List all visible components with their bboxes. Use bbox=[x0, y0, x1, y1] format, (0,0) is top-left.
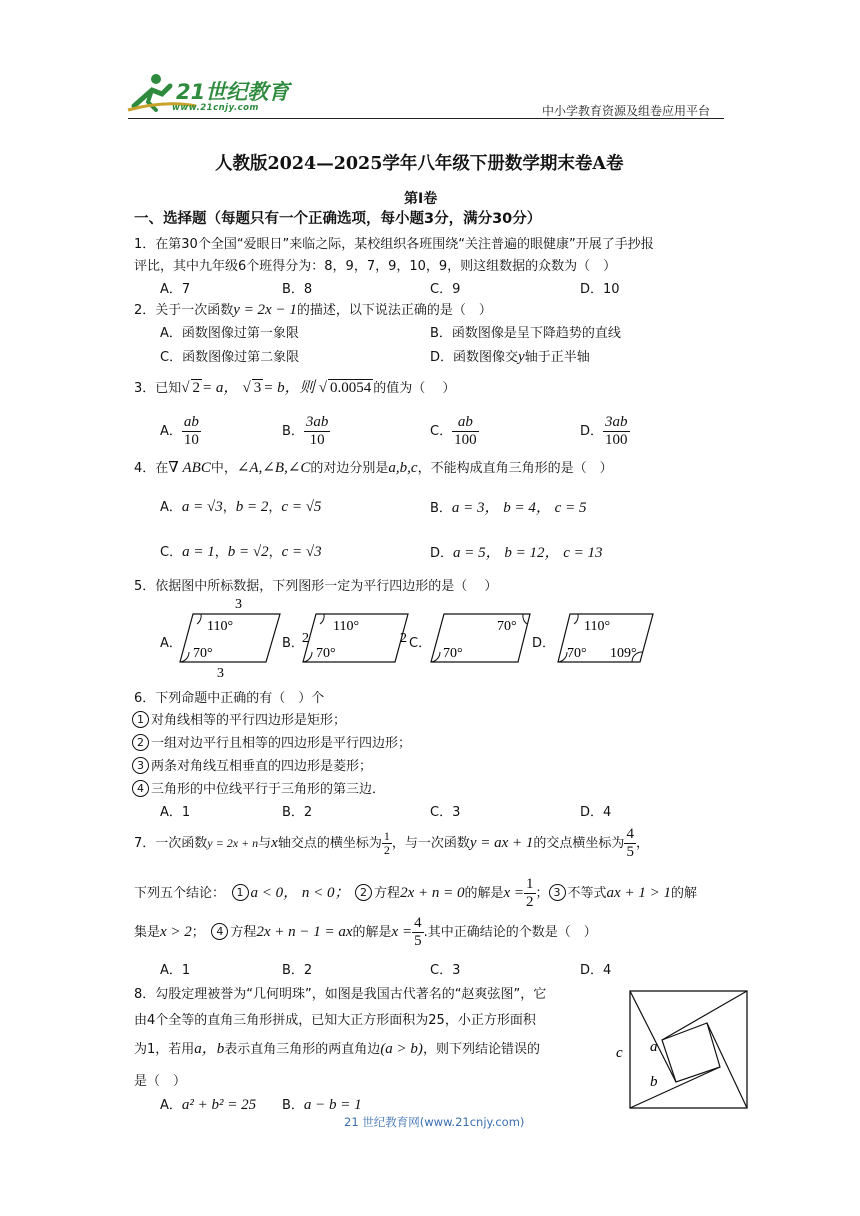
q3-c-den: 100 bbox=[454, 432, 477, 448]
q5-a-bottom: 3 bbox=[217, 666, 224, 681]
q7-option-c: C．3 bbox=[430, 963, 461, 978]
q8-label-a: a bbox=[650, 1039, 658, 1055]
q7-option-b: B．2 bbox=[282, 963, 313, 978]
q3-post: 的值为（ ） bbox=[373, 381, 456, 396]
q1-option-a: A．7 bbox=[160, 282, 191, 297]
q3-option-d-label: D． bbox=[580, 424, 604, 439]
q7-c3pre: 不等式 bbox=[567, 886, 607, 901]
q3-c-rad: 0.0054 bbox=[330, 380, 372, 396]
q8-l3a: 为1，若用 bbox=[134, 1042, 195, 1057]
platform-name: 中小学教育资源及组卷应用平台 bbox=[542, 104, 711, 118]
q2-option-d-var: y bbox=[518, 349, 525, 365]
q8-l3d: (a > b) bbox=[380, 1041, 423, 1057]
q7-l3a: 集是 bbox=[134, 925, 161, 940]
q8-l3e: ，则下列结论错误的 bbox=[422, 1042, 540, 1057]
q4-b-label: B． bbox=[430, 501, 452, 516]
q6-item-3 bbox=[132, 755, 372, 774]
q4-d-label: D． bbox=[430, 546, 454, 561]
q4-a-label: A． bbox=[160, 500, 182, 515]
q8-line4: 是（ ） bbox=[134, 1074, 187, 1089]
q6-option-a: A．1 bbox=[160, 805, 191, 820]
q7-c1-num: 1 bbox=[232, 884, 249, 901]
q7-c1: a < 0， n < 0； bbox=[250, 885, 343, 901]
q5-stem: 5．依据图中所标数据，下列图形一定为平行四边形的是（ ） bbox=[134, 579, 498, 594]
q8-l3b: a，b bbox=[194, 1041, 225, 1057]
q5-d-angle1: 110° bbox=[584, 619, 611, 634]
q7-c4mid: 的解是 bbox=[352, 925, 392, 940]
q7-c4-num: 4 bbox=[211, 923, 228, 940]
q2-option-d-post: 轴于正半轴 bbox=[524, 350, 590, 365]
q2-expr: y = 2x − 1 bbox=[233, 302, 297, 318]
q4-angles: ∠A,∠B,∠C bbox=[236, 460, 311, 476]
q5-b-right: 2 bbox=[400, 631, 407, 646]
q7-c3eq: ax + 1 > 1 bbox=[606, 885, 671, 901]
q5-b-angle1: 110° bbox=[333, 619, 360, 634]
volume-title: 第Ⅰ卷 bbox=[404, 191, 438, 207]
q7-frac-sol1: $\frac{1}{2}$ bbox=[526, 876, 534, 910]
q6-item-2-text: 一组对边平行且相等的四边形是平行四边形； bbox=[151, 736, 412, 751]
q1-line1: 1．在第30个全国“爱眼日”来临之际，某校组织各班围绕“关注普遍的眼健康”开展了手抄报 bbox=[134, 237, 654, 252]
q6-item-1 bbox=[132, 709, 346, 728]
q4-d-text: a = 5， b = 12， c = 13 bbox=[453, 545, 603, 561]
q6-item-3-text: 两条对角线互相垂直的四边形是菱形； bbox=[151, 759, 373, 774]
q7-line3: 集是x > 2； 4 方程2x + n − 1 = ax的解是x = $\frac{4}{5}$ .其中正确结论的个数是（ ） bbox=[134, 915, 597, 949]
q8-label-b: b bbox=[650, 1074, 658, 1090]
q7-l1d: ，与一次函数 bbox=[391, 836, 470, 851]
q4-a-a: a = √3 bbox=[181, 499, 223, 515]
q7-line2: 下列五个结论： 1 a < 0， n < 0； 2 方程2x + n = 0的解是x = $\frac{1}{2}$ ； 3 不等式ax + 1 > 1的解 bbox=[134, 876, 697, 910]
q4-post: ，不能构成直角三角形的是（ ） bbox=[417, 461, 613, 476]
q3-b-eq: = b，则 bbox=[263, 380, 315, 396]
q3-stem: 3．已知√ 2 = a， √ 3 = b，则 √ 0.0054 的值为（ ） bbox=[134, 380, 456, 396]
q8-outer-square bbox=[630, 991, 747, 1108]
q7-l1c: 轴交点的横坐标为 bbox=[277, 836, 382, 851]
q2-option-d-pre: D．函数图像交 bbox=[430, 350, 519, 365]
q7-c4eq: 2x + n − 1 = ax bbox=[256, 924, 353, 940]
q1-line2: 评比，其中九年级6个班得分为：8，9，7，9，10，9，则这组数据的众数为（ ） bbox=[134, 259, 617, 274]
q3-c-num: ab bbox=[452, 414, 479, 432]
logo-text: 21世纪教育 bbox=[176, 80, 290, 104]
q1-option-b: B．8 bbox=[282, 282, 313, 297]
q5-option-d-label: D． bbox=[532, 636, 556, 651]
q5-d-angle2: 70° bbox=[567, 646, 587, 661]
footer: 21 世纪教育网(www.21cnjy.com) bbox=[344, 1115, 525, 1129]
q8-l3c: 表示直角三角形的两直角边 bbox=[224, 1042, 381, 1057]
q7-c2eq: 2x + n = 0 bbox=[400, 885, 465, 901]
q3-option-c-label: C． bbox=[430, 424, 453, 439]
q5-a-angle2: 70° bbox=[193, 646, 213, 661]
q5-b-left: 2 bbox=[302, 631, 309, 646]
q3-option-b-label: B． bbox=[282, 424, 304, 439]
q5-option-c-label: C． bbox=[409, 636, 432, 651]
q5-b-angle2: 70° bbox=[316, 646, 336, 661]
q4-mid: 中， bbox=[210, 461, 237, 476]
q7-line1: 7．一次函数y = 2x + n与x轴交点的横坐标为 $\frac{1}{2}$ ，与一次函数y = ax + 1的交点横坐标为 $\frac{4}{5}$ ， bbox=[134, 826, 649, 860]
logo-url: www.21cnjy.com bbox=[172, 103, 259, 113]
q4-c-a: a = 1 bbox=[182, 544, 215, 560]
q7-c2-num: 2 bbox=[355, 884, 372, 901]
q4-a-c: c = √5 bbox=[281, 499, 322, 515]
q8-option-a-expr: a² + b² = 25 bbox=[181, 1097, 257, 1113]
q4-mid2: 的对边分别是 bbox=[310, 461, 389, 476]
q6-num-2: 2 bbox=[132, 734, 149, 751]
q6-stem: 6．下列命题中正确的有（ ）个 bbox=[134, 691, 325, 706]
q6-option-d: D．4 bbox=[580, 805, 612, 820]
q3-d-num: 3ab bbox=[605, 414, 628, 430]
q7-l3b: x > 2 bbox=[160, 924, 192, 940]
q6-num-3: 3 bbox=[132, 757, 149, 774]
q2-post: 的描述，以下说法正确的是（ ） bbox=[296, 303, 492, 318]
q3-a-eq: = a， bbox=[202, 380, 239, 396]
q3-b-den: 10 bbox=[309, 432, 325, 448]
q8-option-b-label: B． bbox=[282, 1098, 304, 1113]
q5-option-a-label: A． bbox=[160, 636, 182, 651]
q2-pre: 2．关于一次函数 bbox=[134, 303, 234, 318]
q5-a-top: 3 bbox=[235, 597, 242, 612]
q3-b-rad: 3 bbox=[253, 380, 262, 396]
q2-option-a: A．函数图像过第一象限 bbox=[160, 326, 299, 341]
q2-option-b: B．函数图像是呈下降趋势的直线 bbox=[430, 326, 621, 341]
q8-line2: 由4个全等的直角三角形拼成，已知大正方形面积为25，小正方形面积 bbox=[134, 1013, 536, 1028]
q1-option-d: D．10 bbox=[580, 282, 620, 297]
q6-option-c: C．3 bbox=[430, 805, 461, 820]
zhao-shuang-diagram bbox=[610, 985, 760, 1115]
q8-option-b bbox=[282, 1094, 362, 1114]
q7-l1a: 7．一次函数 bbox=[134, 836, 208, 851]
q6-num-1: 1 bbox=[132, 711, 149, 728]
q6-item-1-text: 对角线相等的平行四边形是矩形； bbox=[151, 713, 347, 728]
q8-line1: 8．勾股定理被誉为“几何明珠”，如图是我国古代著名的“赵爽弦图”，它 bbox=[134, 987, 547, 1002]
q4-sides: a,b,c bbox=[388, 460, 418, 476]
q3-a-rad: 2 bbox=[192, 380, 201, 396]
q7-c3-num: 3 bbox=[549, 884, 566, 901]
q5-d-angle3: 109° bbox=[610, 646, 637, 661]
q7-l3c: ； bbox=[191, 925, 199, 940]
q3-b-num: 3ab bbox=[305, 414, 329, 430]
q7-l1e: 的交点横坐标为 bbox=[533, 836, 625, 851]
q8-option-a bbox=[160, 1094, 256, 1114]
q7-c3post: 的解 bbox=[670, 886, 697, 901]
q5-c-angle1: 70° bbox=[497, 619, 517, 634]
q7-option-a: A．1 bbox=[160, 963, 191, 978]
q7-c2pre: 方程 bbox=[374, 886, 401, 901]
q6-item-4-text: 三角形的中位线平行于三角形的第三边． bbox=[151, 782, 386, 797]
q3-a-den: 10 bbox=[183, 432, 199, 448]
q7-l1b: 与 bbox=[258, 836, 272, 851]
q7-frac-sol4: $\frac{4}{5}$ bbox=[414, 915, 422, 949]
q6-item-4 bbox=[132, 778, 385, 797]
q4-a-b: b = 2 bbox=[235, 499, 269, 515]
q4-c-label: C． bbox=[160, 545, 183, 560]
q3-a-num: ab bbox=[183, 414, 199, 430]
q4-c-b: b = √2 bbox=[227, 544, 269, 560]
q5-a-angle1: 110° bbox=[207, 619, 234, 634]
q6-num-4: 4 bbox=[132, 780, 149, 797]
q7-c4pre: 方程 bbox=[230, 925, 257, 940]
q3-pre: 3．已知 bbox=[134, 381, 182, 396]
q8-line3 bbox=[134, 1037, 540, 1058]
q7-l3d: 其中正确结论的个数是（ ） bbox=[427, 925, 597, 940]
q7-f1: y = 2x + n bbox=[207, 836, 259, 850]
section-heading: 一、选择题（每题只有一个正确选项，每小题3分，满分30分） bbox=[134, 211, 542, 227]
q5-c-angle2: 70° bbox=[443, 646, 463, 661]
q6-item-2 bbox=[132, 732, 411, 751]
q4-pre: 4．在 bbox=[134, 461, 169, 476]
q7-frac-half: $\frac{1}{2}$ bbox=[383, 829, 390, 857]
q6-option-b: B．2 bbox=[282, 805, 313, 820]
q8-label-c: c bbox=[616, 1045, 623, 1061]
q3-option-a-label: A． bbox=[160, 424, 182, 439]
q3-d-den: 100 bbox=[605, 432, 628, 448]
q4-option-c: C．a = 1，b = √2，c = √3 bbox=[160, 544, 322, 560]
q4-option-a: A．a = √3，b = 2，c = √5 bbox=[160, 499, 322, 515]
q7-x: x bbox=[271, 835, 278, 851]
q2-option-c: C．函数图像过第二象限 bbox=[160, 350, 300, 365]
q7-f2: y = ax + 1 bbox=[469, 835, 534, 851]
q7-option-d: D．4 bbox=[580, 963, 612, 978]
q7-l2a: 下列五个结论： bbox=[134, 886, 219, 901]
q8-option-b-expr: a − b = 1 bbox=[303, 1097, 362, 1113]
q7-c2mid: 的解是 bbox=[464, 886, 504, 901]
q8-option-a-label: A． bbox=[160, 1098, 182, 1113]
page-title: 人教版2024—2025学年八年级下册数学期末卷A卷 bbox=[215, 154, 624, 174]
q4-c-c: c = √3 bbox=[281, 544, 322, 560]
q7-frac-45: $\frac{4}{5}$ bbox=[626, 826, 634, 860]
q5-option-b-label: B． bbox=[282, 636, 304, 651]
q1-option-c: C．9 bbox=[430, 282, 461, 297]
q4-b-text: a = 3， b = 4， c = 5 bbox=[451, 500, 587, 516]
q4-triangle: ∇ ABC bbox=[168, 460, 211, 476]
